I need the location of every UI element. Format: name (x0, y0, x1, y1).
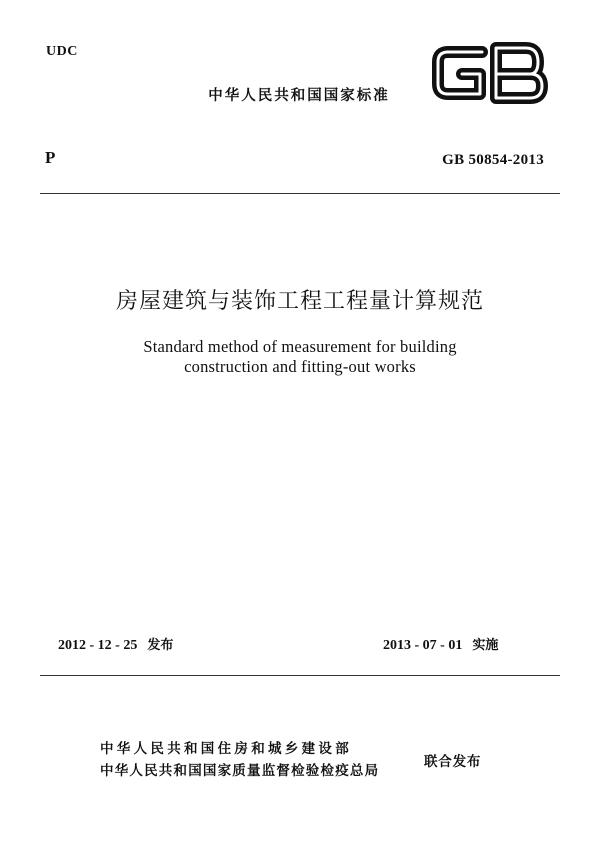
issuer-ministry-housing: 中华人民共和国住房和城乡建设部 (100, 741, 352, 757)
joint-issue-label: 联合发布 (424, 754, 482, 770)
issue-date: 2012 - 12 - 25 (58, 638, 138, 653)
title-english-line-1: Standard method of measurement for building (143, 337, 457, 356)
issuers-block (100, 738, 379, 782)
top-divider (40, 193, 560, 194)
title-chinese: 房屋建筑与装饰工程工程量计算规范 (115, 289, 484, 314)
classification-code: P (45, 148, 56, 167)
implementation-date: 2013 - 07 - 01 (383, 638, 463, 653)
udc-label: UDC (46, 44, 78, 59)
issue-label: 发布 (147, 638, 174, 653)
implementation-date-block (383, 634, 498, 654)
issuer-quality-supervision: 中华人民共和国国家质量监督检验检疫总局 (100, 763, 380, 779)
national-standard-label: 中华人民共和国国家标准 (208, 88, 390, 104)
issue-date-block (58, 634, 173, 654)
gb-logo-icon (432, 38, 550, 108)
title-english (0, 337, 600, 377)
bottom-divider (40, 675, 560, 676)
implementation-label: 实施 (472, 638, 499, 653)
title-english-line-2: construction and fitting-out works (184, 357, 416, 376)
standard-number: GB 50854-2013 (442, 152, 544, 168)
